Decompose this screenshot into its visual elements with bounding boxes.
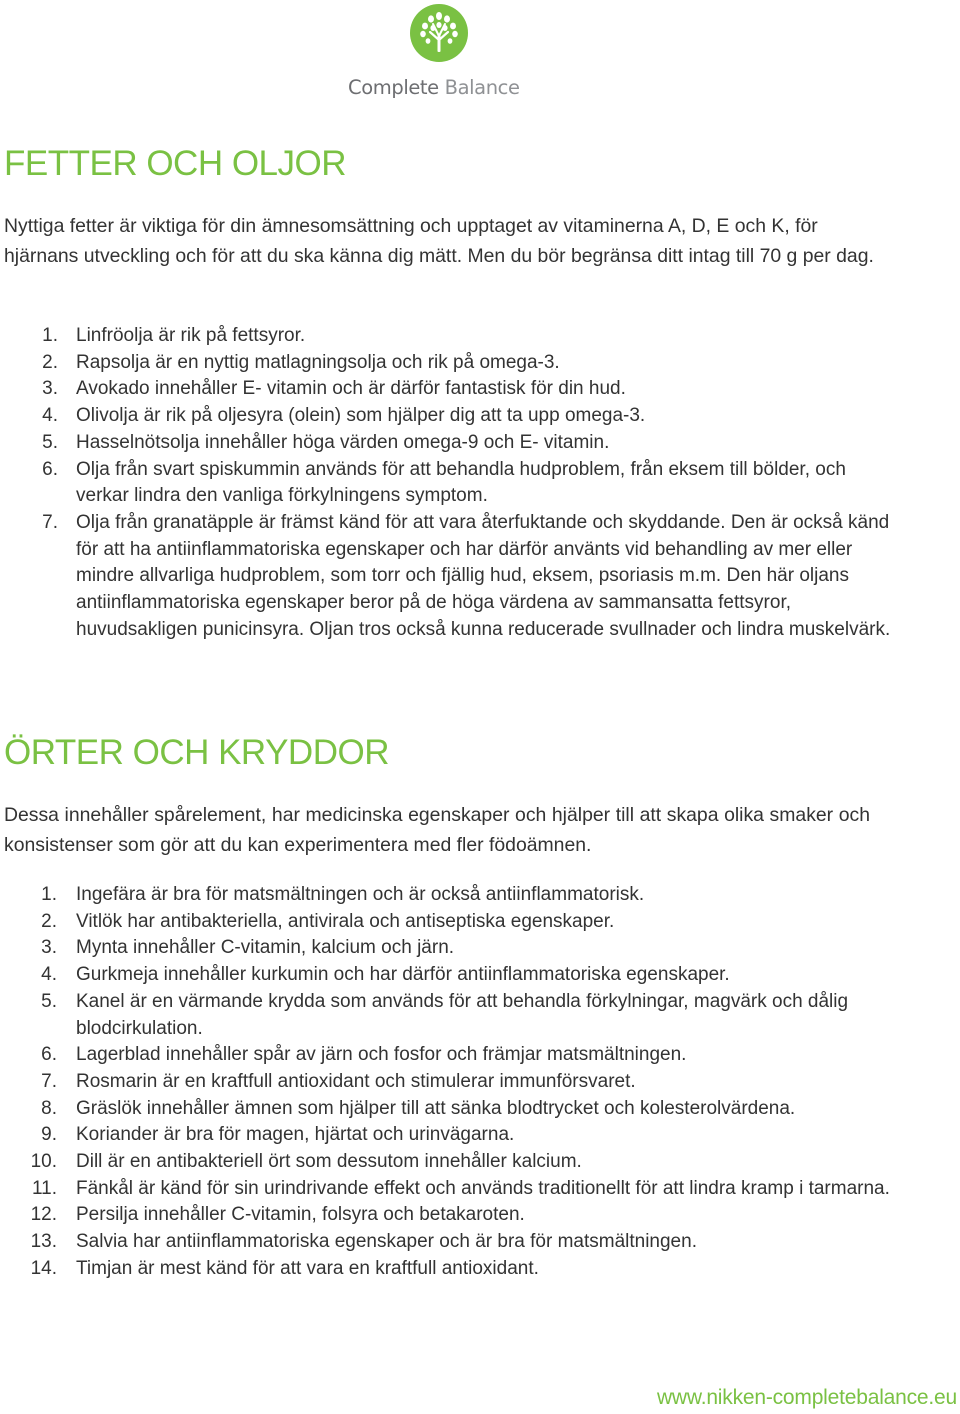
list-item-text: Rosmarin är en kraftfull antioxidant och stimulerar immunförsvaret. <box>76 1070 636 1092</box>
brand-word-complete: Complete <box>348 76 439 99</box>
list-item-text: Gurkmeja innehåller kurkumin och har därför antiinflammatoriska egenskaper. <box>76 964 730 986</box>
list-item <box>0 1229 900 1256</box>
list-item-number: 4. <box>42 405 58 427</box>
list-item-text: Salvia har antiinflammatoriska egenskaper och är bra för matsmältningen. <box>76 1231 697 1253</box>
list-item <box>0 1256 900 1283</box>
list-item <box>0 1176 900 1203</box>
list-item-text: Dill är en antibakteriell ört som dessutom innehåller kalcium. <box>76 1151 582 1173</box>
section-title-herbs-spices: ÖRTER OCH KRYDDOR <box>4 733 389 772</box>
list-item <box>0 350 900 377</box>
tree-logo-icon <box>410 4 468 62</box>
list-item-number: 5. <box>41 990 57 1012</box>
list-item <box>0 403 900 430</box>
list-item-text: Ingefära är bra för matsmältningen och är också antiinflammatorisk. <box>76 884 645 905</box>
list-item-text: Hasselnötsolja innehåller höga värden omega-9 och E- vitamin. <box>76 431 610 453</box>
list-item-number: 13. <box>30 1231 57 1253</box>
list-item <box>0 430 900 457</box>
list-item-number: 8. <box>41 1097 57 1119</box>
list-item-number: 1. <box>41 884 57 905</box>
list-item <box>0 1122 900 1149</box>
list-item-text: Olja från svart spiskummin används för att behandla hudproblem, från eksem till bölder, och verkar lindra den vanliga förkylningens symptom. <box>76 458 846 507</box>
list-item-text: Lagerblad innehåller spår av järn och fosfor och främjar matsmältningen. <box>76 1044 687 1066</box>
list-item-number: 3. <box>41 937 57 959</box>
list-item-number: 12. <box>30 1204 57 1226</box>
section-intro-fats-oils: Nyttiga fetter är viktiga för din ämnesomsättning och upptaget av vitaminerna A, D, E och K, för hjärnans utveckling och för att du ska känna dig mätt. Men du bör begränsa ditt intag till 70 g per dag. <box>4 215 874 267</box>
section-intro-herbs-spices: Dessa innehåller spårelement, har medicinska egenskaper och hjälper till att skapa olika smaker och konsistenser som gör att du kan experimentera med fler födoämnen. <box>4 804 870 856</box>
list-item <box>0 1149 900 1176</box>
list-item-number: 4. <box>41 964 57 986</box>
list-item-text: Olja från granatäpple är främst känd för att vara återfuktande och skyddande. Den är också känd för att ha antiinflammatoriska egenskaper och har därför använts vid behandling av mer eller mindre allvarliga hudproblem, som torr och fjällig hud, eksem, psoriasis m.m. Den här oljans antiinflammatoriska egenskaper beror på de höga värdena av sammansatta fettsyror, huvudsakligen punicinsyra. Oljan tros också kunna reducerade svullnader och lindra muskelvärk. <box>76 511 891 640</box>
list-item <box>0 1096 900 1123</box>
list-item <box>0 935 900 962</box>
brand-word-balance: Balance <box>444 76 520 99</box>
list-item <box>0 376 900 403</box>
list-item-number: 2. <box>42 351 58 373</box>
list-item-text: Gräslök innehåller ämnen som hjälper till att sänka blodtrycket och kolesterolvärdena. <box>76 1097 796 1119</box>
footer-website-link[interactable]: www.nikken-completebalance.eu <box>656 1386 957 1409</box>
list-item-number: 7. <box>42 511 58 533</box>
list-item <box>0 962 900 989</box>
list-item <box>0 1042 900 1069</box>
list-item <box>0 323 900 350</box>
list-item-text: Timjan är mest känd för att vara en kraftfull antioxidant. <box>76 1257 539 1279</box>
list-item <box>0 909 900 936</box>
list-item <box>0 457 900 510</box>
list-item-text: Rapsolja är en nyttig matlagningsolja och rik på omega-3. <box>76 351 560 373</box>
list-item-number: 9. <box>41 1124 57 1146</box>
list-item-number: 5. <box>42 431 58 453</box>
list-item-number: 2. <box>41 910 57 932</box>
list-item-text: Persilja innehåller C-vitamin, folsyra och betakaroten. <box>76 1204 525 1226</box>
list-item <box>0 510 900 644</box>
list-item-text: Koriander är bra för magen, hjärtat och urinvägarna. <box>76 1124 515 1146</box>
list-item-number: 7. <box>41 1070 57 1092</box>
section-title-fats-oils: FETTER OCH OLJOR <box>4 144 347 183</box>
list-item-number: 10. <box>30 1151 57 1173</box>
herbs-spices-list <box>0 882 900 1283</box>
list-item-text: Linfröolja är rik på fettsyror. <box>76 325 306 346</box>
list-item-text: Kanel är en värmande krydda som används för att behandla förkylningar, magvärk och dålig blodcirkulation. <box>76 990 849 1039</box>
list-item-text: Olivolja är rik på oljesyra (olein) som hjälper dig att ta upp omega-3. <box>76 405 646 427</box>
fats-oils-list <box>0 323 900 643</box>
list-item <box>0 882 900 909</box>
list-item-text: Mynta innehåller C-vitamin, kalcium och järn. <box>76 937 455 959</box>
list-item-number: 6. <box>42 458 58 480</box>
list-item-number: 1. <box>42 325 58 346</box>
brand-wordmark <box>348 76 530 99</box>
list-item-number: 14. <box>30 1257 57 1279</box>
list-item-text: Avokado innehåller E- vitamin och är därför fantastisk för din hud. <box>76 378 626 400</box>
list-item <box>0 1069 900 1096</box>
list-item-text: Vitlök har antibakteriella, antivirala och antiseptiska egenskaper. <box>76 910 615 932</box>
list-item-text: Fänkål är känd för sin urindrivande effekt och används traditionellt för att lindra kramp i tarmarna. <box>76 1177 890 1199</box>
list-item-number: 11. <box>31 1177 57 1199</box>
list-item-number: 3. <box>42 378 58 400</box>
list-item-number: 6. <box>41 1044 57 1066</box>
list-item <box>0 1202 900 1229</box>
list-item <box>0 989 900 1042</box>
brand-logo <box>348 0 530 110</box>
